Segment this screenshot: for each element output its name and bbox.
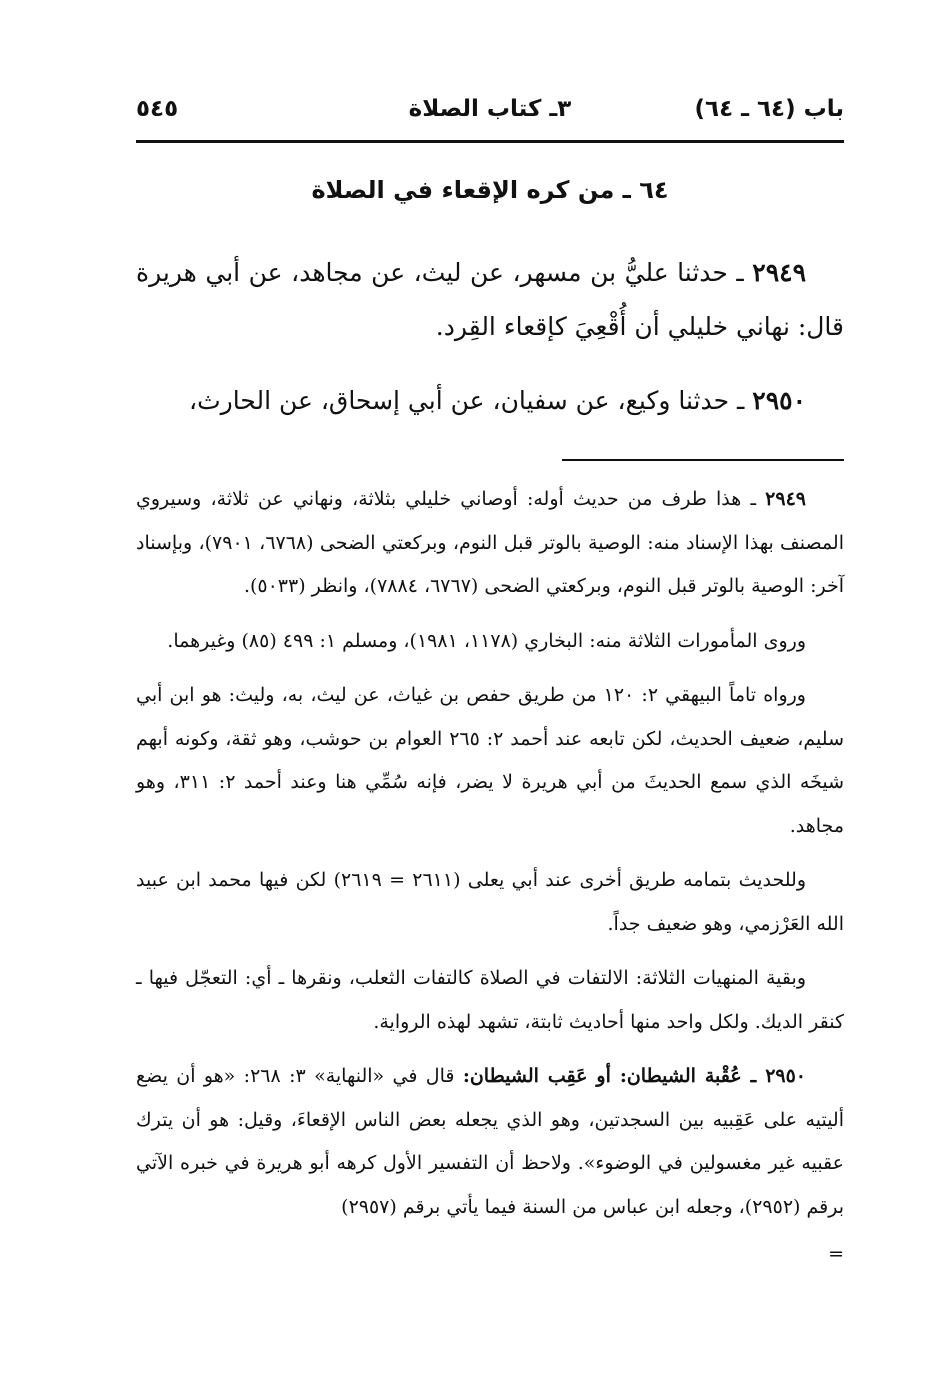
hadith-body: ـ حدثنا وكيع، عن سفيان، عن أبي إسحاق، عن الحارث، [189, 386, 753, 415]
footnote-text: ـ هذا طرف من حديث أوله: أوصاني خليلي بثلاثة، ونهاني عن ثلاثة، وسيروي المصنف بهذا الإسناد منه: الوصية بالوتر قبل النوم، وبركعتي الضحى (٦٧٦٨، ٧٩٠١)، وبإسناد آخر: الوصية بالوتر قبل النوم، وبركعتي الضحى (٦٧٦٧، ٧٨٨٤)، وانظر (٥٠٣٣). [136, 488, 844, 597]
footnote-rule [562, 459, 844, 461]
hadith-text [136, 246, 844, 448]
footnote-paragraph [136, 859, 844, 946]
hadith-2949 [136, 246, 844, 354]
book-title: ٣ـ كتاب الصلاة [408, 96, 572, 122]
footnote-paragraph [136, 957, 844, 1044]
footnote-paragraph [136, 620, 844, 664]
footnote-paragraph [136, 478, 844, 609]
footnote-text: ورواه تاماً البيهقي ٢: ١٢٠ من طريق حفص بن غياث، عن ليث، به، وليث: هو ابن أبي سليم، ضعيف الحديث، لكن تابعه عند أحمد ٢: ٢٦٥ العوام بن حوشب، وهو ثقة، وكونه أبهم شيخَه الذي سمع الحديثَ من أبي هريرة لا يضر، فإنه سُمِّي هنا وعند أحمد ٢: ٣١١، وهو مجاهد. [136, 684, 845, 837]
footnote-lead: ٢٩٥٠ ـ عُقْبة الشيطان: أو عَقِب الشيطان: [462, 1065, 807, 1087]
footnote-text: وروى المأمورات الثلاثة منه: البخاري (١١٧٨، ١٩٨١)، ومسلم ١: ٤٩٩ (٨٥) وغيرهما. [167, 629, 806, 652]
running-header [136, 96, 844, 136]
section-title: ٦٤ ـ من كره الإقعاء في الصلاة [311, 176, 669, 204]
footnote-lead: ٢٩٤٩ [765, 488, 806, 510]
footnote-text: قال في «النهاية» ٣: ٢٦٨: «هو أن يضع أليتيه على عَقِبيه بين السجدتين، وهو الذي يجعله بعض الناس الإقعاءَ، وقيل: هو أن يترك عقبيه غير مغسولين في الوضوء». ولاحظ أن التفسير الأول كرهه أبو هريرة في خبره الآتي برقم (٢٩٥٢)، وجعله ابن عباس من السنة فيما يأتي برقم (٢٩٥٧) [136, 1065, 844, 1218]
footnote-paragraph [136, 674, 844, 848]
footnote-paragraph [136, 1055, 844, 1229]
hadith-body: ـ حدثنا عليُّ بن مسهر، عن ليث، عن مجاهد، عن أبي هريرة قال: نهاني خليلي أن أُقْعِيَ كإقعاء القِرد. [136, 258, 844, 341]
footnotes [136, 478, 844, 1268]
hadith-number: ٢٩٥٠ [752, 386, 806, 415]
hadith-number: ٢٩٤٩ [752, 258, 806, 287]
continuation-mark: = [828, 1243, 844, 1265]
header-rule [136, 140, 844, 143]
page-number: ٥٤٥ [136, 96, 179, 122]
footnote-text: وللحديث بتمامه طريق أخرى عند أبي يعلى (٢٦١١ = ٢٦١٩) لكن فيها محمد ابن عبيد الله العَرْزمي، وهو ضعيف جداً. [136, 869, 844, 935]
hadith-2950 [136, 374, 844, 428]
footnote-text: وبقية المنهيات الثلاثة: الالتفات في الصلاة كالتفات الثعلب، ونقرها ـ أي: التعجّل فيها ـ كنقر الديك. ولكل واحد منها أحاديث ثابتة، تشهد لهذه الرواية. [136, 967, 844, 1033]
chapter-range: باب (٦٤ ـ ٦٤) [694, 96, 844, 122]
